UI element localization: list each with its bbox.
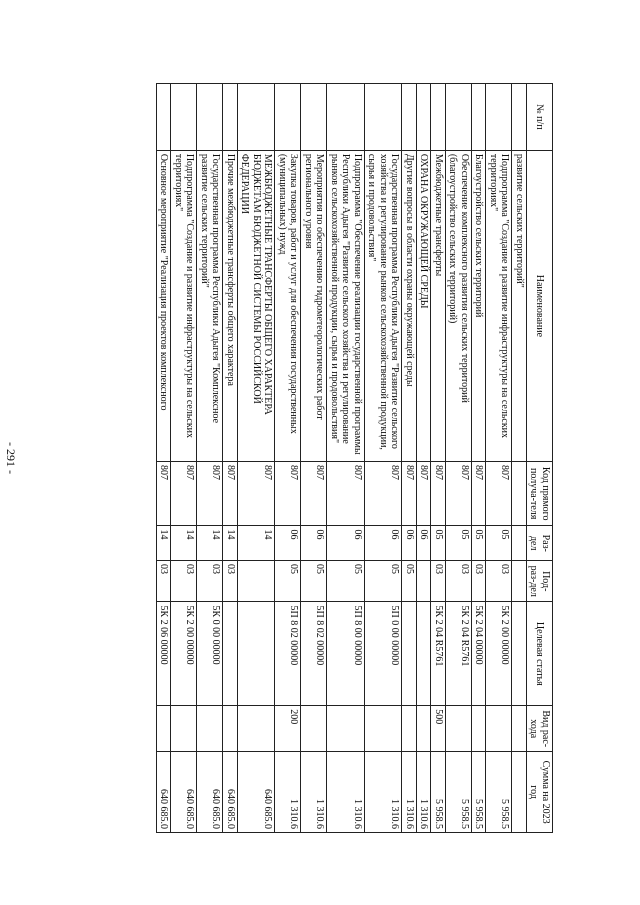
table-row <box>446 84 472 833</box>
page-number: - 291 - <box>4 442 18 474</box>
row-subsection: 05 <box>327 561 365 602</box>
row-recipient-code: 807 <box>157 461 172 526</box>
table-row <box>238 84 276 833</box>
row-expense-type <box>402 706 417 752</box>
table-row <box>472 84 487 833</box>
row-expense-type <box>417 706 432 752</box>
table-row <box>197 84 223 833</box>
table-row <box>365 84 403 833</box>
row-target-article <box>238 602 276 706</box>
row-expense-type <box>171 706 197 752</box>
row-section: 14 <box>157 526 172 561</box>
row-target-article: 5П 0 00 00000 <box>365 602 403 706</box>
row-number <box>472 84 487 151</box>
col-header-amount-2023: Сумма на 2023 год <box>527 752 553 833</box>
row-name: Благоустройство сельских территорий <box>472 150 487 461</box>
row-recipient-code: 807 <box>238 461 276 526</box>
row-number <box>446 84 472 151</box>
row-name: Мероприятия по обеспечению гидрометеорологических работ регионального уровня <box>301 150 327 461</box>
row-number <box>197 84 223 151</box>
row-name: Государственная программа Республики Адыгея "Комплексное развитие сельских территорий" <box>197 150 223 461</box>
row-section: 14 <box>238 526 276 561</box>
row-subsection: 03 <box>171 561 197 602</box>
col-header-number: № п/п <box>527 84 553 151</box>
row-name: Подпрограмма "Обеспечение реализации государственной программы Республики Адыгея "Развитие сельского хозяйства и регулирование рынков сельскохозяйственной продукции, сырья и продовольствия" <box>327 150 365 461</box>
table-row <box>486 84 512 833</box>
row-subsection: 03 <box>446 561 472 602</box>
row-number <box>275 84 301 151</box>
row-subsection: 05 <box>301 561 327 602</box>
table-row <box>512 84 527 833</box>
row-expense-type <box>223 706 238 752</box>
row-target-article: 5К 0 00 00000 <box>197 602 223 706</box>
row-amount: 640 685.0 <box>171 752 197 833</box>
row-subsection: 03 <box>472 561 487 602</box>
row-recipient-code: 807 <box>365 461 403 526</box>
row-recipient-code: 807 <box>472 461 487 526</box>
col-header-expense-type: Вид рас-хода <box>527 706 553 752</box>
table-row <box>157 84 172 833</box>
row-number <box>486 84 512 151</box>
row-subsection <box>417 561 432 602</box>
table-header-row <box>527 84 553 833</box>
row-section: 06 <box>327 526 365 561</box>
row-target-article: 5К 2 00 00000 <box>171 602 197 706</box>
row-subsection: 05 <box>275 561 301 602</box>
row-recipient-code: 807 <box>446 461 472 526</box>
row-section: 05 <box>431 526 446 561</box>
row-recipient-code: 807 <box>402 461 417 526</box>
row-section: 14 <box>171 526 197 561</box>
row-target-article <box>417 602 432 706</box>
row-target-article <box>512 602 527 706</box>
row-name: развитие сельских территорий" <box>512 150 527 461</box>
row-expense-type <box>472 706 487 752</box>
row-name: Межбюджетные трансферты <box>431 150 446 461</box>
row-amount: 1 310.6 <box>275 752 301 833</box>
row-name: Другие вопросы в области охраны окружающей среды <box>402 150 417 461</box>
table-row <box>402 84 417 833</box>
row-recipient-code: 807 <box>431 461 446 526</box>
row-section: 06 <box>275 526 301 561</box>
row-recipient-code: 807 <box>301 461 327 526</box>
col-header-recipient-code: Код прямого получа-теля <box>527 461 553 526</box>
row-target-article: 5К 2 04 R5761 <box>446 602 472 706</box>
row-section <box>512 526 527 561</box>
row-number <box>512 84 527 151</box>
row-name: Государственная программа Республики Адыгея "Развитие сельского хозяйства и регулирование рынков сельскохозяйственной продукции, сырья и продовольствия" <box>365 150 403 461</box>
row-amount: 1 310.6 <box>402 752 417 833</box>
row-number <box>223 84 238 151</box>
row-recipient-code: 807 <box>171 461 197 526</box>
row-name: ОХРАНА ОКРУЖАЮЩЕЙ СРЕДЫ <box>417 150 432 461</box>
row-number <box>157 84 172 151</box>
row-expense-type <box>512 706 527 752</box>
row-amount: 1 310.6 <box>301 752 327 833</box>
row-number <box>417 84 432 151</box>
row-section: 06 <box>417 526 432 561</box>
row-recipient-code: 807 <box>275 461 301 526</box>
rotated-page-content <box>85 83 553 833</box>
col-header-target-article: Целевая статья <box>527 602 553 706</box>
row-target-article: 5К 2 04 R5761 <box>431 602 446 706</box>
row-target-article: 5К 2 00 00000 <box>486 602 512 706</box>
row-expense-type: 200 <box>275 706 301 752</box>
row-subsection: 03 <box>431 561 446 602</box>
row-target-article: 5П 8 02 00000 <box>301 602 327 706</box>
row-amount: 640 685.0 <box>238 752 276 833</box>
table-body <box>157 84 527 833</box>
row-name: Подпрограмма "Создание и развитие инфраструктуры на сельских территориях" <box>486 150 512 461</box>
row-amount: 5 958.5 <box>486 752 512 833</box>
row-recipient-code: 807 <box>486 461 512 526</box>
row-expense-type <box>365 706 403 752</box>
row-amount: 640 685.0 <box>197 752 223 833</box>
row-amount: 1 310.6 <box>327 752 365 833</box>
row-recipient-code <box>512 461 527 526</box>
row-target-article <box>402 602 417 706</box>
row-name: Закупка товаров, работ и услуг для обеспечения государственных (муниципальных) нужд <box>275 150 301 461</box>
row-expense-type: 500 <box>431 706 446 752</box>
budget-table <box>156 83 553 833</box>
row-subsection: 03 <box>197 561 223 602</box>
row-target-article: 5П 8 02 00000 <box>275 602 301 706</box>
row-expense-type <box>157 706 172 752</box>
row-amount: 640 685.0 <box>223 752 238 833</box>
row-target-article: 5К 2 04 00000 <box>472 602 487 706</box>
row-section: 06 <box>402 526 417 561</box>
row-subsection: 05 <box>365 561 403 602</box>
row-number <box>171 84 197 151</box>
row-number <box>238 84 276 151</box>
table-row <box>171 84 197 833</box>
row-amount: 5 958.5 <box>431 752 446 833</box>
col-header-name: Наименование <box>527 150 553 461</box>
row-amount: 1 310.6 <box>365 752 403 833</box>
row-section: 06 <box>365 526 403 561</box>
row-amount: 1 310.6 <box>417 752 432 833</box>
table-row <box>301 84 327 833</box>
row-number <box>402 84 417 151</box>
row-target-article <box>223 602 238 706</box>
row-section: 06 <box>301 526 327 561</box>
row-expense-type <box>238 706 276 752</box>
table-row <box>223 84 238 833</box>
row-name: Прочие межбюджетные трансферты общего характера <box>223 150 238 461</box>
row-section: 05 <box>472 526 487 561</box>
table-row <box>275 84 301 833</box>
row-subsection <box>512 561 527 602</box>
col-header-subsection: Под-раз-дел <box>527 561 553 602</box>
row-recipient-code: 807 <box>417 461 432 526</box>
row-expense-type <box>446 706 472 752</box>
row-name: Обеспечение комплексного развития сельских территорий (благоустройство сельских территорий) <box>446 150 472 461</box>
table-row <box>417 84 432 833</box>
row-amount: 5 958.5 <box>472 752 487 833</box>
row-subsection: 03 <box>223 561 238 602</box>
row-expense-type <box>197 706 223 752</box>
row-recipient-code: 807 <box>327 461 365 526</box>
row-target-article: 5П 8 00 00000 <box>327 602 365 706</box>
row-expense-type <box>486 706 512 752</box>
row-section: 14 <box>223 526 238 561</box>
row-number <box>431 84 446 151</box>
row-section: 14 <box>197 526 223 561</box>
row-expense-type <box>327 706 365 752</box>
row-name: Подпрограмма "Создание и развитие инфраструктуры на сельских территориях" <box>171 150 197 461</box>
row-subsection: 03 <box>157 561 172 602</box>
row-number <box>365 84 403 151</box>
row-subsection <box>238 561 276 602</box>
row-subsection: 05 <box>402 561 417 602</box>
row-expense-type <box>301 706 327 752</box>
row-target-article: 5К 2 06 00000 <box>157 602 172 706</box>
row-recipient-code: 807 <box>197 461 223 526</box>
col-header-section: Раз-дел <box>527 526 553 561</box>
row-recipient-code: 807 <box>223 461 238 526</box>
table-row <box>327 84 365 833</box>
row-amount: 5 958.5 <box>446 752 472 833</box>
row-number <box>327 84 365 151</box>
row-subsection: 03 <box>486 561 512 602</box>
row-amount: 640 685.0 <box>157 752 172 833</box>
row-number <box>301 84 327 151</box>
row-amount <box>512 752 527 833</box>
row-section: 05 <box>446 526 472 561</box>
row-name: Основное мероприятие "Реализация проектов комплексного <box>157 150 172 461</box>
table-row <box>431 84 446 833</box>
row-name: МЕЖБЮДЖЕТНЫЕ ТРАНСФЕРТЫ ОБЩЕГО ХАРАКТЕРА БЮДЖЕТАМ БЮДЖЕТНОЙ СИСТЕМЫ РОССИЙСКОЙ ФЕДЕРАЦИИ <box>238 150 276 461</box>
row-section: 05 <box>486 526 512 561</box>
